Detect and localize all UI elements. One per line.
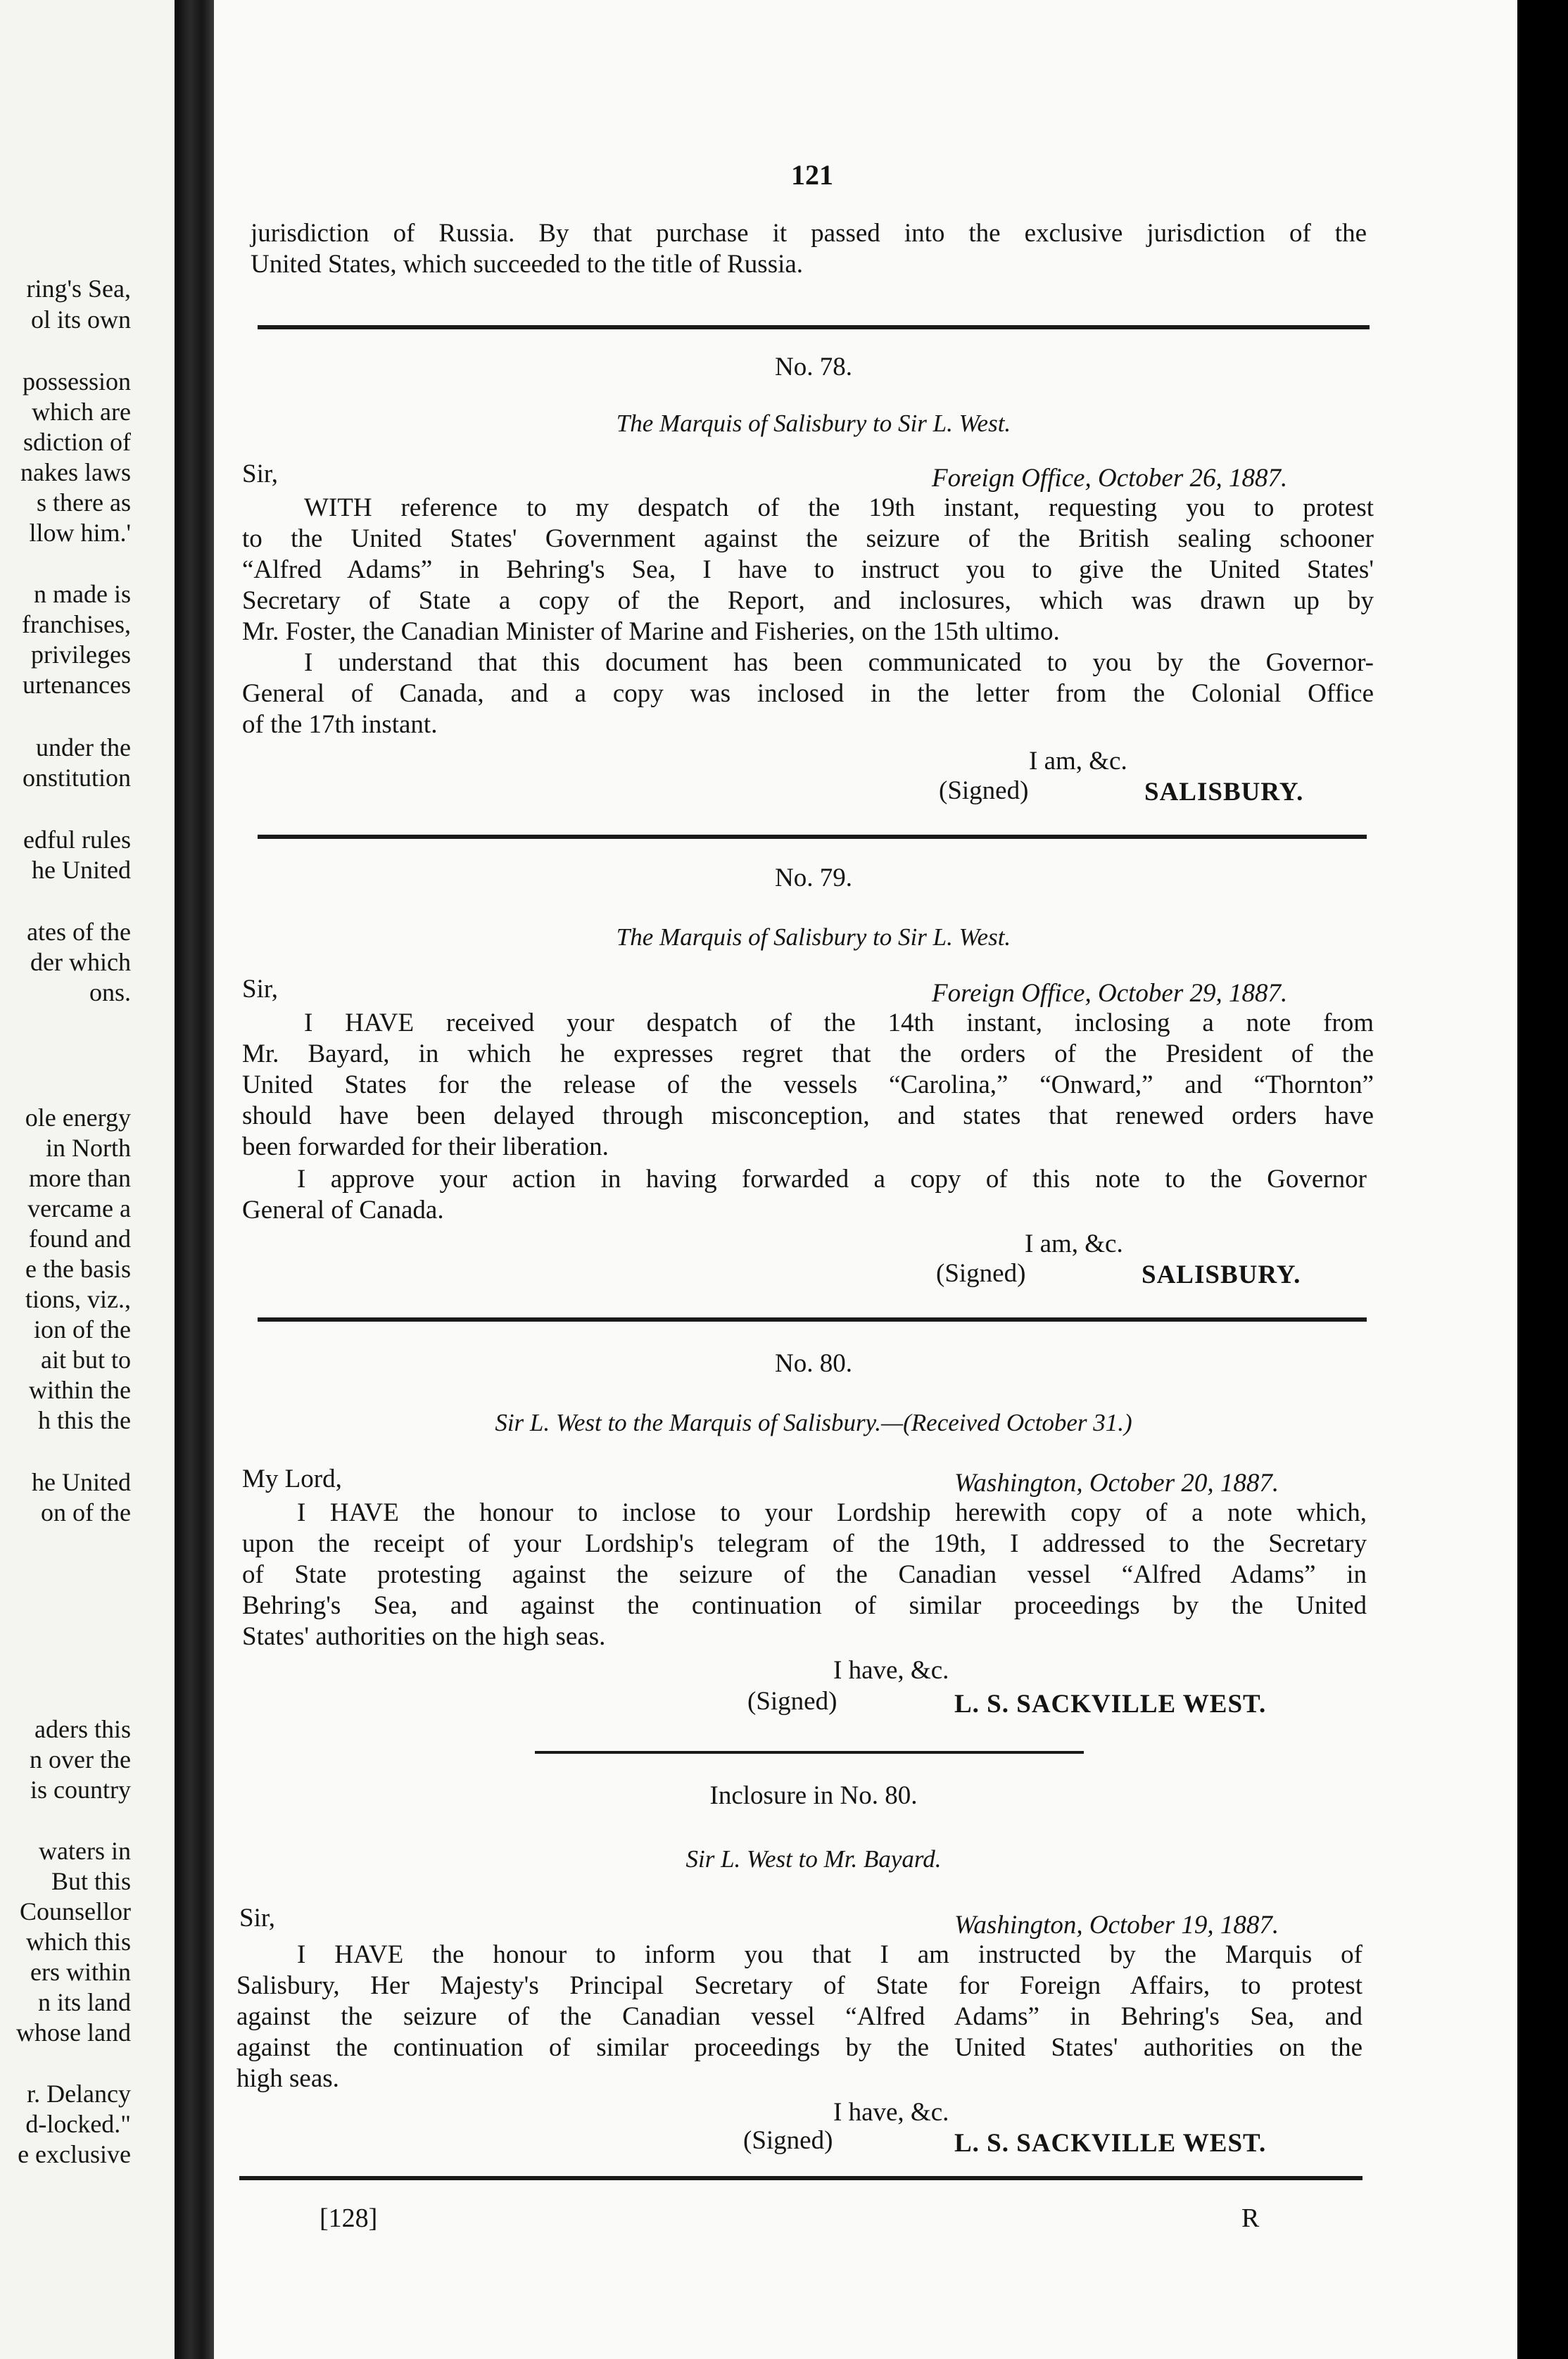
doc78-line: Secretary of State a copy of the Report, and inclosures, which was drawn up by: [242, 586, 1374, 615]
inclosure-line: Salisbury, Her Majesty's Principal Secretary of State for Foreign Affairs, to protest: [236, 1971, 1362, 2000]
doc78-line: “Alfred Adams” in Behring's Sea, I have to instruct you to give the United States': [242, 555, 1374, 584]
inclosure-title: Inclosure in No. 80.: [709, 1781, 918, 1810]
footer-signature-mark: [128]: [320, 2203, 378, 2233]
doc78-number: No. 78.: [775, 353, 852, 381]
facing-page-text-fragment: privileges: [31, 640, 131, 669]
inclosure-line: high seas.: [236, 2064, 339, 2093]
doc80-line: of State protesting against the seizure of the Canadian vessel “Alfred Adams” in: [242, 1560, 1367, 1589]
facing-page-text-fragment: d-locked.": [25, 2110, 131, 2138]
doc78-line: WITH reference to my despatch of the 19th instant, requesting you to protest: [304, 493, 1374, 522]
page-number: 121: [791, 159, 833, 191]
section-rule: [258, 1317, 1367, 1322]
doc80-heading: Sir L. West to the Marquis of Salisbury.—(Received October 31.): [495, 1409, 1132, 1436]
facing-page-text-fragment: ring's Sea,: [26, 274, 131, 303]
facing-page-text-fragment: sdiction of: [23, 428, 131, 456]
doc80-line: States' authorities on the high seas.: [242, 1622, 606, 1651]
doc78-line: of the 17th instant.: [242, 710, 438, 739]
doc78-line: to the United States' Government against the seizure of the British sealing schooner: [242, 524, 1374, 553]
doc80-line: I HAVE the honour to inclose to your Lordship herewith copy of a note which,: [297, 1498, 1367, 1527]
footer-catchword: R: [1241, 2203, 1260, 2233]
doc80-place-date: Washington, October 20, 1887.: [954, 1469, 1279, 1498]
inclosure-heading: Sir L. West to Mr. Bayard.: [685, 1845, 942, 1873]
doc79-line: should have been delayed through misconception, and states that renewed orders have: [242, 1101, 1374, 1130]
facing-page-text-fragment: ates of the: [27, 918, 131, 946]
facing-page-text-fragment: nakes laws: [20, 458, 131, 486]
inclosure-line: I HAVE the honour to inform you that I am instructed by the Marquis of: [297, 1940, 1362, 1969]
document-page: [214, 0, 1517, 2359]
intro-line-2: United States, which succeeded to the title of Russia.: [251, 250, 804, 279]
inclosure-rule: [535, 1751, 1084, 1754]
doc80-signer: L. S. SACKVILLE WEST.: [954, 1690, 1267, 1719]
doc78-line: General of Canada, and a copy was inclosed in the letter from the Colonial Office: [242, 679, 1374, 708]
facing-page-text-fragment: he United: [32, 1468, 131, 1496]
doc79-line: been forwarded for their liberation.: [242, 1132, 609, 1161]
doc79-salutation: Sir,: [242, 975, 278, 1004]
doc79-number: No. 79.: [775, 864, 852, 892]
inclosure-place-date: Washington, October 19, 1887.: [954, 1911, 1279, 1940]
facing-page-text-fragment: r. Delancy: [27, 2080, 131, 2108]
doc79-line: United States for the release of the vessels “Carolina,” “Onward,” and “Thornton”: [242, 1070, 1374, 1099]
facing-page-text-fragment: ers within: [30, 1958, 131, 1986]
facing-page-text-fragment: ole energy: [25, 1103, 131, 1132]
doc79-closing: I am, &c.: [1025, 1229, 1123, 1258]
facing-page-text-fragment: more than: [29, 1164, 131, 1192]
facing-page-text-fragment: which are: [32, 398, 131, 426]
inclosure-salutation: Sir,: [239, 1904, 275, 1933]
facing-page-text-fragment: possession: [22, 367, 131, 396]
section-rule: [258, 325, 1370, 329]
inclosure-line: against the seizure of the Canadian vessel “Alfred Adams” in Behring's Sea, and: [236, 2002, 1362, 2031]
facing-page-text-fragment: Counsellor: [20, 1897, 131, 1925]
doc80-number: No. 80.: [775, 1349, 852, 1378]
doc78-place-date: Foreign Office, October 26, 1887.: [932, 464, 1288, 493]
facing-page-text-fragment: within the: [29, 1376, 131, 1404]
doc80-closing: I have, &c.: [833, 1656, 949, 1685]
inclosure-signer: L. S. SACKVILLE WEST.: [954, 2129, 1267, 2158]
facing-page-text-fragment: e exclusive: [18, 2140, 131, 2168]
doc80-line: upon the receipt of your Lordship's telegram of the 19th, I addressed to the Secretary: [242, 1529, 1367, 1558]
doc78-signed: (Signed): [939, 776, 1029, 805]
facing-page-text-fragment: n its land: [38, 1988, 131, 2016]
doc79-line: General of Canada.: [242, 1196, 444, 1225]
intro-line-1: jurisdiction of Russia. By that purchase it passed into the exclusive jurisdiction of the: [251, 219, 1367, 248]
facing-page-text-fragment: n over the: [30, 1745, 131, 1773]
facing-page-fragment: [0, 0, 175, 2359]
facing-page-text-fragment: tions, viz.,: [25, 1285, 131, 1313]
facing-page-text-fragment: h this the: [38, 1406, 131, 1434]
section-rule: [258, 835, 1367, 839]
facing-page-text-fragment: he United: [32, 856, 131, 884]
inclosure-signed: (Signed): [743, 2126, 833, 2155]
facing-page-text-fragment: on of the: [41, 1498, 131, 1526]
facing-page-text-fragment: But this: [51, 1867, 131, 1895]
facing-page-text-fragment: urtenances: [23, 671, 131, 699]
inclosure-closing: I have, &c.: [833, 2098, 949, 2127]
facing-page-text-fragment: aders this: [34, 1715, 131, 1743]
facing-page-text-fragment: whose land: [16, 2018, 131, 2047]
inclosure-line: against the continuation of similar proceedings by the United States' authorities on the: [236, 2033, 1362, 2062]
book-binding-gutter: [175, 0, 214, 2359]
doc80-signed: (Signed): [747, 1687, 837, 1716]
doc78-line: I understand that this document has been communicated to you by the Governor-: [304, 648, 1374, 677]
doc78-line: Mr. Foster, the Canadian Minister of Marine and Fisheries, on the 15th ultimo.: [242, 617, 1060, 646]
facing-page-text-fragment: under the: [36, 733, 131, 761]
doc78-signer: SALISBURY.: [1144, 778, 1304, 807]
facing-page-text-fragment: waters in: [39, 1837, 131, 1865]
facing-page-text-fragment: is country: [30, 1776, 131, 1804]
facing-page-text-fragment: ons.: [89, 978, 131, 1006]
facing-page-text-fragment: onstitution: [22, 764, 131, 792]
doc79-line: I approve your action in having forwarded a copy of this note to the Governor: [297, 1165, 1367, 1194]
doc79-line: I HAVE received your despatch of the 14th instant, inclosing a note from: [304, 1008, 1374, 1037]
facing-page-text-fragment: ait but to: [41, 1346, 131, 1374]
doc80-salutation: My Lord,: [242, 1465, 342, 1493]
doc79-heading: The Marquis of Salisbury to Sir L. West.: [616, 923, 1011, 951]
facing-page-text-fragment: ion of the: [34, 1315, 131, 1343]
facing-page-text-fragment: vercame a: [27, 1194, 131, 1222]
facing-page-text-fragment: llow him.': [29, 519, 131, 547]
doc79-signer: SALISBURY.: [1142, 1260, 1301, 1289]
facing-page-text-fragment: in North: [46, 1134, 131, 1162]
facing-page-text-fragment: franchises,: [22, 610, 131, 638]
doc79-signed: (Signed): [936, 1259, 1026, 1288]
footer-rule: [239, 2176, 1362, 2180]
doc79-line: Mr. Bayard, in which he expresses regret that the orders of the President of the: [242, 1039, 1374, 1068]
facing-page-text-fragment: which this: [26, 1928, 131, 1956]
doc80-line: Behring's Sea, and against the continuation of similar proceedings by the United: [242, 1591, 1367, 1620]
facing-page-text-fragment: found and: [29, 1225, 131, 1253]
doc79-place-date: Foreign Office, October 29, 1887.: [932, 979, 1288, 1008]
facing-page-text-fragment: ol its own: [30, 305, 131, 334]
facing-page-text-fragment: n made is: [34, 580, 131, 608]
facing-page-text-fragment: edful rules: [23, 826, 131, 854]
facing-page-text-fragment: s there as: [37, 488, 131, 517]
facing-page-text-fragment: e the basis: [25, 1255, 131, 1283]
facing-page-text-fragment: der which: [30, 948, 131, 976]
doc78-closing: I am, &c.: [1029, 747, 1127, 776]
doc78-heading: The Marquis of Salisbury to Sir L. West.: [616, 410, 1011, 437]
doc78-salutation: Sir,: [242, 460, 278, 488]
